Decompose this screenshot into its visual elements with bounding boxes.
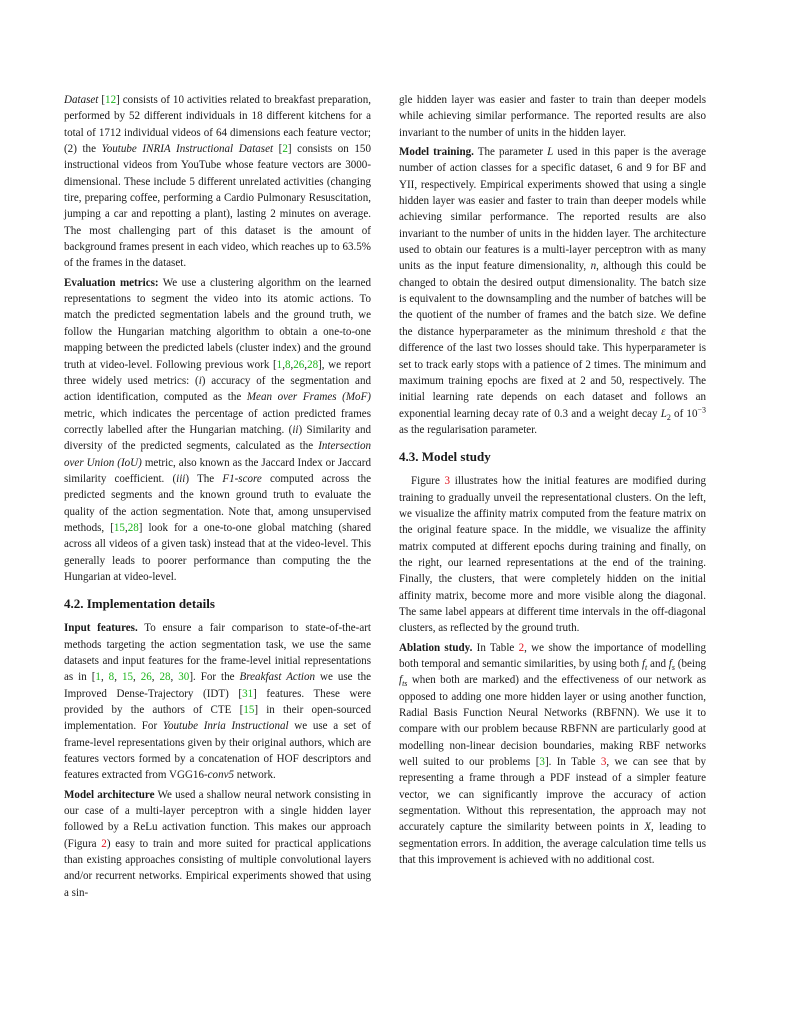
text-run: We use a clustering algorithm on the learned representations to segment the video into its atomic actions. To match the predicted segmentation labels and the ground truth, we follow the Hungarian matching algorithm to obtain a one-to-one mapping between the predicted labels (cluster index) and the ground truth at video-level. Following previous work [: [64, 276, 371, 371]
text-run: of 10: [670, 407, 698, 420]
cross-reference-link[interactable]: 3: [444, 475, 451, 488]
italic-text: i: [198, 374, 202, 387]
italic-text: Intersection over Union (IoU): [64, 440, 371, 469]
text-run: ]. In Table: [544, 756, 601, 769]
italic-text: f: [641, 658, 646, 670]
text-run: and: [647, 658, 669, 670]
citation-link[interactable]: 2: [282, 143, 288, 156]
cross-reference-link[interactable]: 3: [600, 756, 607, 769]
text-run: ] consists of 10 activities related to breakfast preparation, performed by 52 different individuals in 18 different kitchens for a total of 1712 individual videos of 64 dimensions each feature vector; (2) the: [64, 94, 371, 156]
citation-link[interactable]: 31: [242, 687, 254, 700]
subscript: t: [645, 663, 648, 673]
text-run: ]. For the: [189, 671, 240, 684]
text-run: computed across the predicted segments and the known ground truth to evaluate the quality of the action segmentation. Note that, among unsupervised methods, [: [64, 472, 371, 534]
text-run: To ensure a fair comparison to state-of-the-art methods targeting the action segmentation task, we use the same datasets and input features for the frame-level initial representations as in [: [64, 622, 371, 684]
text-run: (being: [675, 658, 707, 670]
text-run: ,: [151, 671, 160, 684]
text-run: [: [273, 143, 283, 156]
model-training-paragraph: [399, 144, 706, 438]
text-run: ,: [282, 358, 285, 371]
citation-link[interactable]: 15: [113, 521, 125, 534]
text-run: ], we report three widely used metrics: (: [64, 358, 371, 387]
text-run: ) The: [185, 472, 223, 485]
evaluation-metrics-paragraph: [64, 275, 371, 586]
citation-link[interactable]: 15: [243, 704, 255, 717]
text-run: ) easy to train and more suited for practical applications than existing approaches consisting of multiple convolutional layers and/or recurrent networks. Empirical experiments showed that using a sin-: [64, 837, 371, 899]
citation-link[interactable]: 28: [127, 521, 139, 534]
italic-text: X: [644, 821, 651, 834]
text-run: ] look for a one-to-one global matching (shared across all videos of a given task) instead that at the video-level. This generally leads to poorer performance than computing the the Hungarian at video-level.: [64, 521, 371, 583]
text-run: we use a set of frame-level representations given by their original authors, which are features vectors formed by a concatenation of HOF descriptors and features extracted from VGG16-: [64, 720, 372, 782]
italic-text: iii: [176, 472, 186, 485]
italic-text: F1-score: [222, 472, 262, 485]
text-run: metric, also known as the Jaccard Index or Jaccard similarity coefficient. (: [64, 456, 372, 485]
italic-text: Mean over Frames (MoF): [246, 391, 371, 404]
text-run: ,: [124, 521, 128, 534]
text-run: ) Similarity and diversity of the predicted segments, calculated as the: [64, 423, 371, 453]
text-run: [: [98, 94, 106, 106]
citation-link[interactable]: 12: [105, 94, 117, 106]
italic-text: Youtube INRIA Instructional Dataset: [101, 143, 274, 156]
citation-link[interactable]: 8: [284, 358, 291, 371]
text-run: network.: [234, 769, 276, 782]
citation-link[interactable]: 1: [95, 671, 101, 684]
superscript: −3: [697, 404, 706, 414]
text-run: ,: [132, 671, 141, 684]
citation-link[interactable]: 28: [159, 671, 171, 684]
italic-text: f: [399, 674, 403, 687]
subscript: s: [671, 663, 675, 673]
italic-text: ii: [292, 423, 299, 436]
text-run: when both are marked) and the effectiveness of our network as opposed to adding one more hidden layer or using another function, Radial Basis Function Neural Networks (RBFNN). We use it to compare with our problem because RBFNN are particularly good at modelling non-linear decision boundaries, making RBF networks well suited to our problems [: [399, 674, 706, 769]
text-run: ,: [114, 671, 122, 684]
text-run: ,: [304, 358, 308, 371]
italic-text: ε: [661, 325, 666, 338]
cross-reference-link[interactable]: 2: [518, 641, 525, 654]
text-run: , leading to segmentation errors. In addition, the average calculation time tells us that this improvement is achieved with no additional cost.: [399, 821, 706, 867]
subscript: 2: [666, 412, 671, 422]
text-run: ,: [290, 358, 294, 371]
text-run: metric, which indicates the percentage of action predicted frames correctly labelled after the Hungarian matching. (: [64, 407, 371, 436]
citation-link[interactable]: 26: [293, 358, 305, 371]
run-in-heading: Model training.: [399, 146, 474, 159]
text-run: ] consists on 150 instructional videos from YouTube whose feature vectors are 3000-dimensional. These include 5 different unrelated activities (changing tire, preparing coffee, performing a Cardio Pulmonary Resuscitation, jumping a car and repotting a plant), lasting 2 minutes on average. The most challenging part of this dataset is the amount of background frames present in each video, which reaches up to 63.5% of the frames in the dataset.: [64, 143, 371, 270]
text-run: that the difference of the last two losses should take. This hyperparameter is set to track early stops with a patience of 2 times. The minimum and maximum training epochs are fixed at 2 and 50, respectively. The initial learning rate depends on each dataset and follows an exponential learning decay rate of 0.3 and a weight decay: [399, 325, 706, 420]
italic-text: Dataset: [64, 94, 99, 106]
dataset-paragraph: [64, 92, 371, 272]
text-run: Figure: [411, 475, 445, 488]
italic-text: Youtube Inria Instructional: [162, 720, 289, 733]
text-run: ,: [100, 671, 109, 684]
text-run: , although this could be changed to obtain the desired output dimensionality. The batch size is equivalent to the downsampling and the number of batches will be the quotient of the number of frames and the batch size. We define the distance hyperparameter as the minimum threshold: [399, 260, 707, 338]
text-run: The parameter: [473, 146, 548, 159]
hidden-layer-paragraph: [399, 92, 706, 141]
text-run: gle hidden layer was easier and faster to train than deeper models while achieving similar performance. The reported results are also invariant to the number of units in the hidden layer.: [399, 94, 706, 139]
text-run: used in this paper is the average number of action classes for a specific dataset, 6 and 9 for BF and YII, respectively. Empirical experiments showed that using a single hidden layer was easier and faster to train than deeper models while achieving similar performance. The reported results are also invariant to the number of units in the hidden layer. The architecture used to obtain our features is a multi-layer perceptron with as many units as the input feature dimensionality,: [399, 146, 707, 273]
citation-link[interactable]: 15: [121, 671, 133, 684]
italic-text: Breakfast Action: [239, 671, 316, 684]
citation-link[interactable]: 28: [307, 358, 319, 371]
run-in-heading: Evaluation metrics:: [64, 276, 159, 289]
run-in-heading: Input features.: [64, 622, 138, 635]
model-study-paragraph: [399, 473, 706, 636]
italic-text: f: [668, 658, 672, 670]
text-run: illustrates how the initial features are modified during training to gradually unveil the representational clusters. On the left, we visualize the affinity matrix computed from the feature matrix on the original feature space. In the middle, we visualize the affinity matrix computed at different epochs during training and finally, on the right, our learned representations at the end of the training. Finally, the clusters, that were completely hidden on the initial affinity matrix, become more and more visible along the diagonal. The same label appears at different time intervals in the off-diagonal clusters, as reflected by the ground truth.: [399, 475, 706, 635]
italic-text: L: [660, 407, 667, 420]
section-heading-model-study: 4.3. Model study: [399, 449, 491, 465]
subscript: ts: [402, 679, 408, 689]
run-in-heading: Ablation study.: [399, 641, 473, 654]
text-run: ) accuracy of the segmentation and action identification, computed as the: [64, 374, 372, 404]
ablation-study-paragraph: [399, 640, 706, 869]
text-run: , we can see that by representing a frame through a PDF instead of a simpler feature vector, we can significantly improve the accuracy of action segmentation. Without this representation, the approach may not accurately capture the similarity between points in: [399, 756, 706, 834]
text-run: as the regularisation parameter.: [399, 423, 538, 436]
model-architecture-paragraph: [64, 787, 371, 901]
text-run: In Table: [472, 641, 519, 654]
run-in-heading: Model architecture: [64, 788, 155, 801]
text-run: , we show the importance of modelling both temporal and semantic similarities, by using both: [399, 641, 706, 670]
text-run: we use the Improved Dense-Trajectory (IDT) [: [64, 671, 372, 700]
left-column: [64, 92, 371, 901]
italic-text: conv5: [207, 769, 235, 782]
cross-reference-link[interactable]: 2: [101, 837, 107, 850]
text-run: ] features. These were provided by the authors of CTE [: [64, 687, 371, 717]
text-run: We used a shallow neural network consisting in our case of a multi-layer perceptron with a single hidden layer followed by a ReLu activation function. This makes our approach (Figura: [64, 788, 371, 850]
citation-link[interactable]: 3: [539, 756, 545, 769]
section-heading-implementation: 4.2. Implementation details: [64, 596, 215, 612]
italic-text: n: [590, 260, 597, 273]
text-run: ] in their open-sourced implementation. For: [64, 704, 371, 733]
citation-link[interactable]: 30: [178, 671, 190, 684]
citation-link[interactable]: 8: [108, 671, 115, 684]
italic-text: L: [547, 146, 554, 159]
citation-link[interactable]: 26: [140, 671, 152, 684]
right-column: [399, 92, 706, 868]
citation-link[interactable]: 1: [276, 358, 283, 371]
input-features-paragraph: [64, 620, 371, 783]
text-run: ,: [170, 671, 179, 684]
